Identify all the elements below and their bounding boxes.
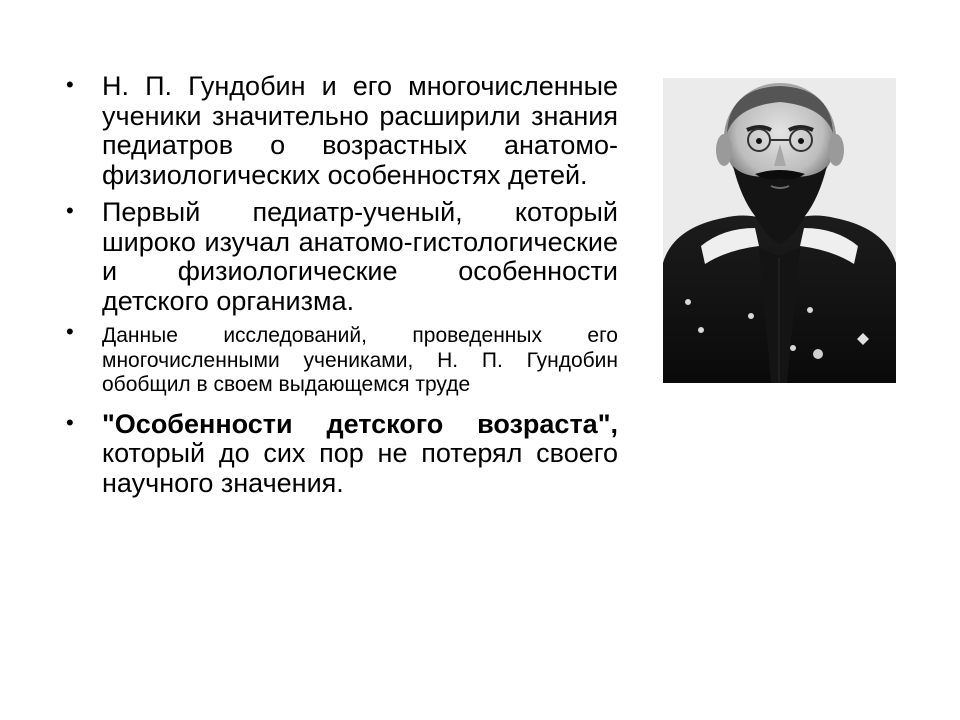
bullet-marker: • bbox=[66, 319, 74, 344]
bullet-item-2 bbox=[62, 198, 618, 316]
bullet-text: Н. П. Гундобин и его многочисленные ученики значительно расширили знания педиатров о возрастных анатомо-физиологических особенностях детей. bbox=[102, 71, 618, 190]
bullet-marker: • bbox=[66, 409, 74, 435]
bullet-text: Данные исследований, проведенных его многочисленными учениками, Н. П. Гундобин обобщил в своем выдающемся труде bbox=[102, 324, 618, 396]
bullet-list bbox=[62, 72, 618, 498]
bullet-item-3 bbox=[62, 319, 618, 398]
bullet-text-rest: который до сих пор не потерял своего научного значения. bbox=[102, 438, 618, 498]
bullet-marker: • bbox=[66, 72, 74, 97]
portrait-photo bbox=[663, 78, 896, 383]
bullet-item-4 bbox=[62, 410, 618, 499]
book-title: "Особенности детского возраста", bbox=[102, 408, 618, 439]
bullet-item-1 bbox=[62, 72, 618, 190]
bullet-text bbox=[102, 410, 618, 499]
bullet-marker: • bbox=[66, 198, 74, 223]
bullet-text: Первый педиатр-ученый, который широко изучал анатомо-гистологические и физиологические особенности детского организма. bbox=[102, 197, 618, 316]
